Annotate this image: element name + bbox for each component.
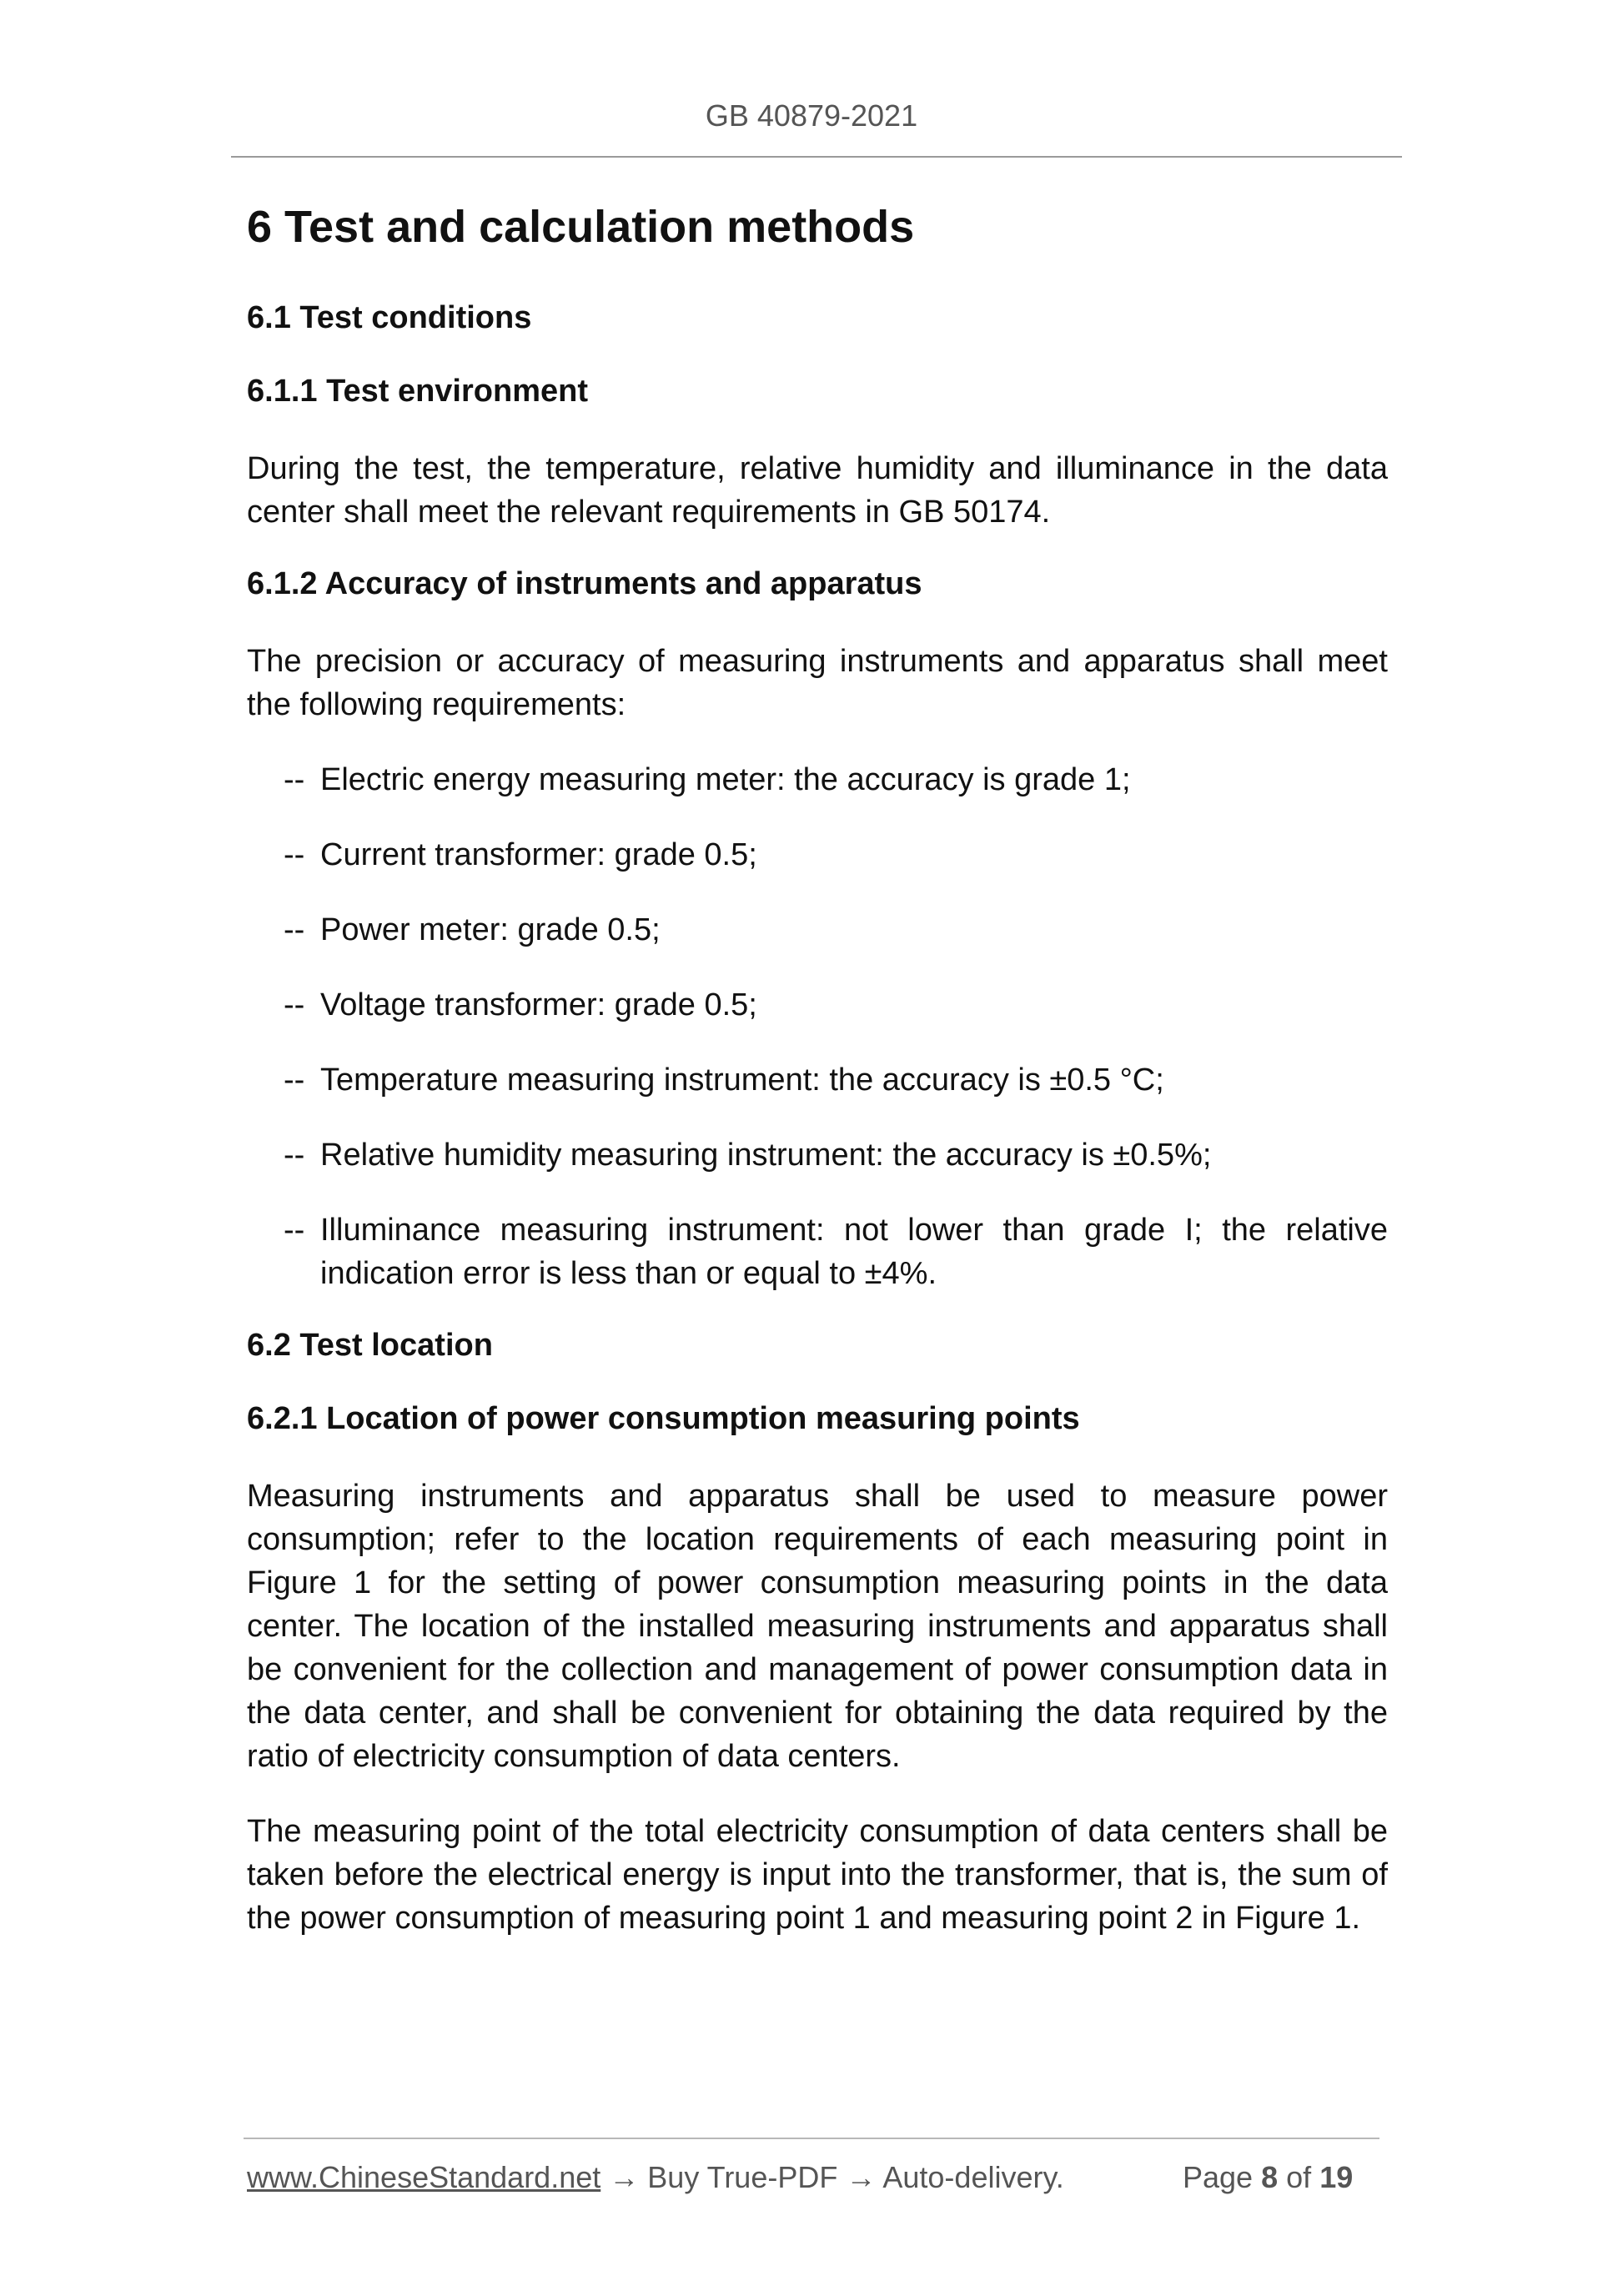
page-content	[247, 200, 1388, 1972]
list-item	[247, 908, 1388, 952]
arrow-right-icon: →	[846, 2160, 877, 2194]
list-item-text: Voltage transformer: grade 0.5;	[320, 987, 757, 1022]
page-label: Page	[1183, 2160, 1254, 2194]
list-item	[247, 833, 1388, 877]
website-link[interactable]: www.ChineseStandard.net	[247, 2160, 601, 2194]
paragraph-location-1: Measuring instruments and apparatus shall be used to measure power consumption; refer to the location requirements of each measuring point in Figure 1 for the setting of power consumption measuring points in the data center. The location of the installed measuring instruments and apparatus shall be convenient for the collection and management of power consumption data in the data center, and shall be convenient for obtaining the data required by the ratio of electricity consumption of data centers.	[247, 1478, 1388, 1774]
list-item-text: Illuminance measuring instrument: not lower than grade I; the relative indication error is less than or equal to ±4%.	[320, 1212, 1388, 1291]
delivery-text: Auto-delivery.	[882, 2160, 1064, 2194]
paragraph-location-2: The measuring point of the total electricity consumption of data centers shall be taken before the electrical energy is input into the transformer, that is, the sum of the power consumption of measuring point 1 and measuring point 2 in Figure 1.	[247, 1813, 1388, 1936]
document-code-header: GB 40879-2021	[705, 98, 918, 133]
list-item-text: Relative humidity measuring instrument: the accuracy is ±0.5%;	[320, 1137, 1212, 1173]
list-item-text: Current transformer: grade 0.5;	[320, 837, 757, 872]
subsection-heading-6-2: 6.2 Test location	[247, 1327, 493, 1363]
list-dash: --	[284, 837, 305, 872]
header-divider	[231, 156, 1402, 158]
subsection-heading-6-1-2: 6.1.2 Accuracy of instruments and apparatus	[247, 565, 922, 601]
buy-pdf-text: Buy True-PDF	[647, 2160, 838, 2194]
list-item	[247, 758, 1388, 801]
list-dash: --	[284, 1137, 305, 1173]
list-item	[247, 1208, 1388, 1295]
paragraph-accuracy-intro: The precision or accuracy of measuring instruments and apparatus shall meet the following requirements:	[247, 643, 1388, 722]
footer-links	[247, 2160, 1064, 2195]
list-item-text: Temperature measuring instrument: the accuracy is ±0.5 °C;	[320, 1062, 1164, 1098]
list-dash: --	[284, 987, 305, 1022]
subsection-heading-6-1-1: 6.1.1 Test environment	[247, 374, 588, 409]
section-title: 6 Test and calculation methods	[247, 202, 915, 252]
requirements-list	[247, 758, 1388, 1295]
arrow-right-icon: →	[609, 2160, 640, 2194]
list-item-text: Electric energy measuring meter: the accuracy is grade 1;	[320, 761, 1131, 797]
of-label: of	[1286, 2160, 1312, 2194]
list-item-text: Power meter: grade 0.5;	[320, 912, 661, 947]
paragraph-test-environment: During the test, the temperature, relative humidity and illuminance in the data center shall meet the relevant requirements in GB 50174.	[247, 450, 1388, 530]
list-item	[247, 1058, 1388, 1102]
subsection-heading-6-2-1: 6.2.1 Location of power consumption measuring points	[247, 1401, 1080, 1437]
list-item	[247, 983, 1388, 1027]
page-number	[1183, 2160, 1353, 2195]
list-dash: --	[284, 761, 305, 797]
subsection-heading-6-1: 6.1 Test conditions	[247, 299, 532, 335]
current-page: 8	[1261, 2160, 1279, 2194]
list-dash: --	[284, 1212, 305, 1248]
list-dash: --	[284, 912, 305, 947]
list-dash: --	[284, 1062, 305, 1098]
list-item	[247, 1133, 1388, 1177]
total-pages: 19	[1319, 2160, 1354, 2194]
footer-divider	[244, 2138, 1379, 2139]
